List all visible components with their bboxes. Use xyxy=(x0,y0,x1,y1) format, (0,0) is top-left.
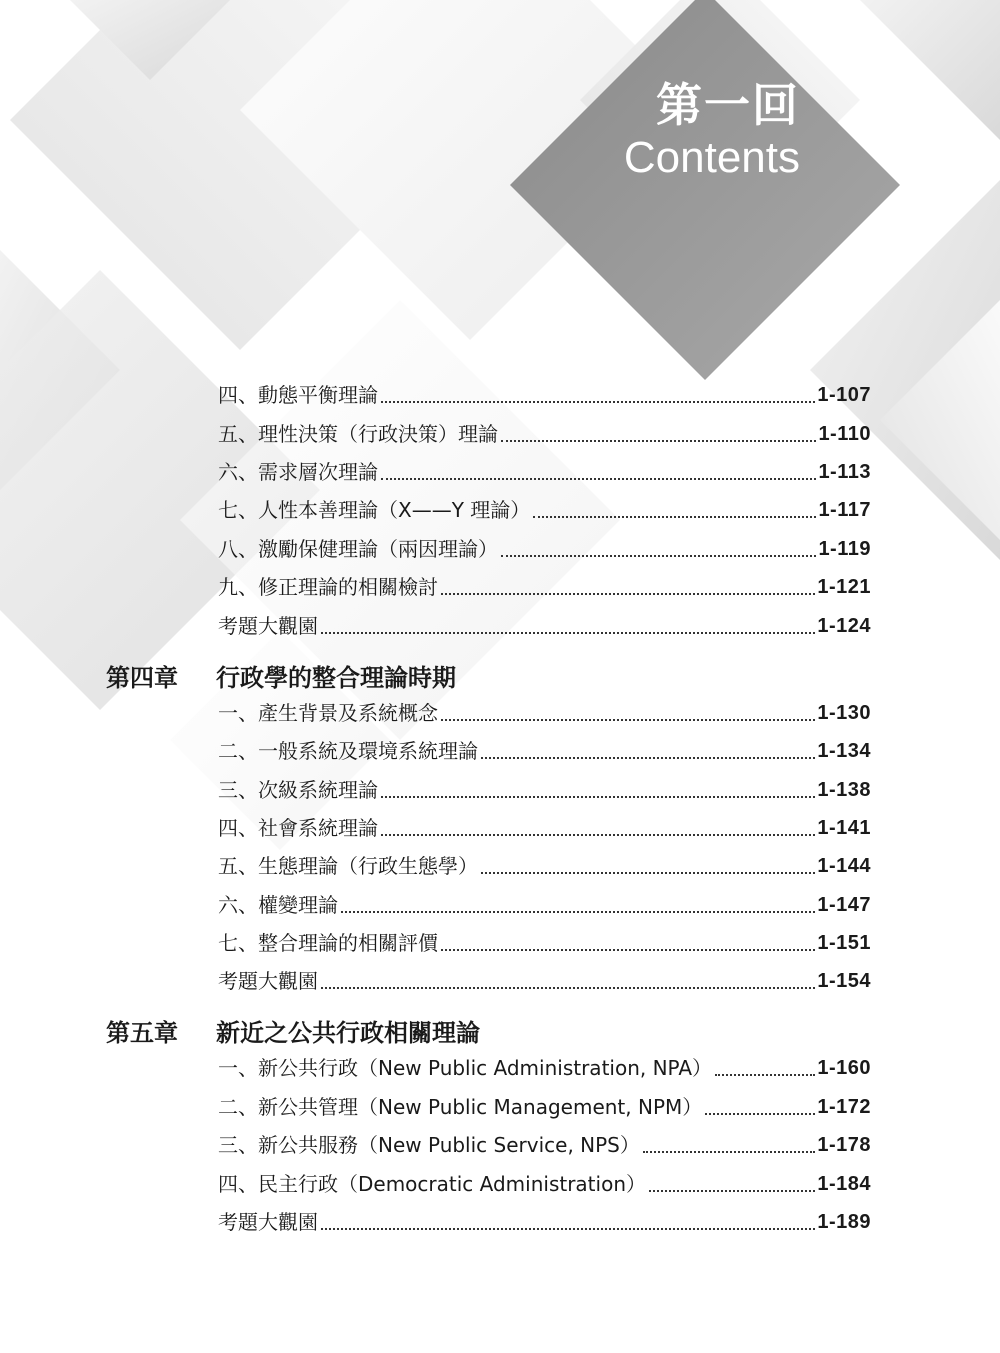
toc-entry-page: 1-130 xyxy=(817,702,871,724)
dot-leader xyxy=(441,719,815,721)
toc-entry-label: 考題大觀園 xyxy=(218,1210,318,1234)
toc-entry[interactable] xyxy=(218,813,871,843)
dot-leader xyxy=(321,987,815,989)
toc-entry-page: 1-151 xyxy=(817,932,871,954)
dot-leader xyxy=(381,796,815,798)
toc-entry[interactable] xyxy=(218,1092,871,1122)
toc-entry-page: 1-141 xyxy=(817,817,871,839)
toc-entry-page: 1-138 xyxy=(817,779,871,801)
dot-leader xyxy=(321,632,815,634)
toc-entry-page: 1-172 xyxy=(817,1096,871,1118)
toc-entry-label: 四、動態平衡理論 xyxy=(218,383,378,407)
dot-leader xyxy=(533,516,816,518)
toc-entry-label: 二、新公共管理（New Public Management, NPM） xyxy=(218,1095,703,1119)
chapter-heading[interactable] xyxy=(106,657,456,693)
toc-entry[interactable] xyxy=(218,928,871,958)
toc-entry-label: 二、一般系統及環境系統理論 xyxy=(218,739,478,763)
chapter-title: 行政學的整合理論時期 xyxy=(216,663,456,692)
toc-entry[interactable] xyxy=(218,775,871,805)
toc-entry[interactable] xyxy=(218,457,871,487)
chapter-heading[interactable] xyxy=(106,1012,480,1048)
toc-entry-page: 1-134 xyxy=(817,740,871,762)
toc-entry[interactable] xyxy=(218,1207,871,1237)
toc-entry-page: 1-119 xyxy=(818,538,871,560)
page-subtitle: Contents xyxy=(623,133,800,182)
toc-entry-page: 1-144 xyxy=(817,855,871,877)
toc-entry[interactable] xyxy=(218,1053,871,1083)
toc-entry[interactable] xyxy=(218,611,871,641)
dot-leader xyxy=(321,1228,815,1230)
toc-entry[interactable] xyxy=(218,572,871,602)
toc-entry-label: 五、生態理論（行政生態學） xyxy=(218,854,478,878)
dot-leader xyxy=(441,949,815,951)
toc-entry-page: 1-160 xyxy=(817,1057,871,1079)
toc-entry-label: 八、激勵保健理論（兩因理論） xyxy=(218,537,498,561)
toc-entry-label: 三、新公共服務（New Public Service, NPS） xyxy=(218,1133,640,1157)
dot-leader xyxy=(501,440,816,442)
dot-leader xyxy=(481,757,815,759)
toc-entry-page: 1-113 xyxy=(818,461,871,483)
toc-entry[interactable] xyxy=(218,1130,871,1160)
toc-entry-page: 1-107 xyxy=(817,384,871,406)
dot-leader xyxy=(381,478,816,480)
toc-entry-page: 1-117 xyxy=(818,499,871,521)
dot-leader xyxy=(441,593,815,595)
toc-entry-label: 五、理性決策（行政決策）理論 xyxy=(218,422,498,446)
toc-entry-label: 六、需求層次理論 xyxy=(218,460,378,484)
toc-entry[interactable] xyxy=(218,495,871,525)
chapter-title: 新近之公共行政相關理論 xyxy=(216,1018,480,1047)
dot-leader xyxy=(643,1151,815,1153)
dot-leader xyxy=(341,911,815,913)
toc-entry[interactable] xyxy=(218,966,871,996)
toc-entry-label: 四、民主行政（Democratic Administration） xyxy=(218,1172,646,1196)
toc-entry-page: 1-121 xyxy=(817,576,871,598)
toc-entry-page: 1-154 xyxy=(817,970,871,992)
toc-entry[interactable] xyxy=(218,851,871,881)
toc-entry[interactable] xyxy=(218,736,871,766)
toc-entry-label: 六、權變理論 xyxy=(218,893,338,917)
toc-entry-label: 考題大觀園 xyxy=(218,969,318,993)
toc-entry[interactable] xyxy=(218,534,871,564)
toc-entry-page: 1-178 xyxy=(817,1134,871,1156)
toc-entry-label: 九、修正理論的相關檢討 xyxy=(218,575,438,599)
toc-entry-label: 四、社會系統理論 xyxy=(218,816,378,840)
toc-entry-label: 一、新公共行政（New Public Administration, NPA） xyxy=(218,1056,713,1080)
chapter-number: 第五章 xyxy=(106,1018,178,1047)
toc-entry-label: 考題大觀園 xyxy=(218,614,318,638)
toc-entry[interactable] xyxy=(218,380,871,410)
dot-leader xyxy=(501,555,816,557)
chapter-number: 第四章 xyxy=(106,663,178,692)
toc-entry-label: 一、產生背景及系統概念 xyxy=(218,701,438,725)
toc-entry-page: 1-110 xyxy=(818,423,871,445)
dot-leader xyxy=(705,1113,815,1115)
toc-entry-page: 1-124 xyxy=(817,615,871,637)
toc-entry-label: 七、整合理論的相關評價 xyxy=(218,931,438,955)
toc-entry[interactable] xyxy=(218,1169,871,1199)
dot-leader xyxy=(381,834,815,836)
toc-entry-page: 1-147 xyxy=(817,894,871,916)
toc-entry-page: 1-184 xyxy=(817,1173,871,1195)
toc-entry-page: 1-189 xyxy=(817,1211,871,1233)
dot-leader xyxy=(481,872,815,874)
dot-leader xyxy=(649,1190,815,1192)
toc-entry-label: 七、人性本善理論（X——Y 理論） xyxy=(218,498,531,522)
toc-entry[interactable] xyxy=(218,419,871,449)
toc-entry[interactable] xyxy=(218,698,871,728)
page-title: 第一回 xyxy=(656,78,800,132)
dot-leader xyxy=(715,1074,815,1076)
toc-entry[interactable] xyxy=(218,890,871,920)
toc-entry-label: 三、次級系統理論 xyxy=(218,778,378,802)
dot-leader xyxy=(381,401,815,403)
